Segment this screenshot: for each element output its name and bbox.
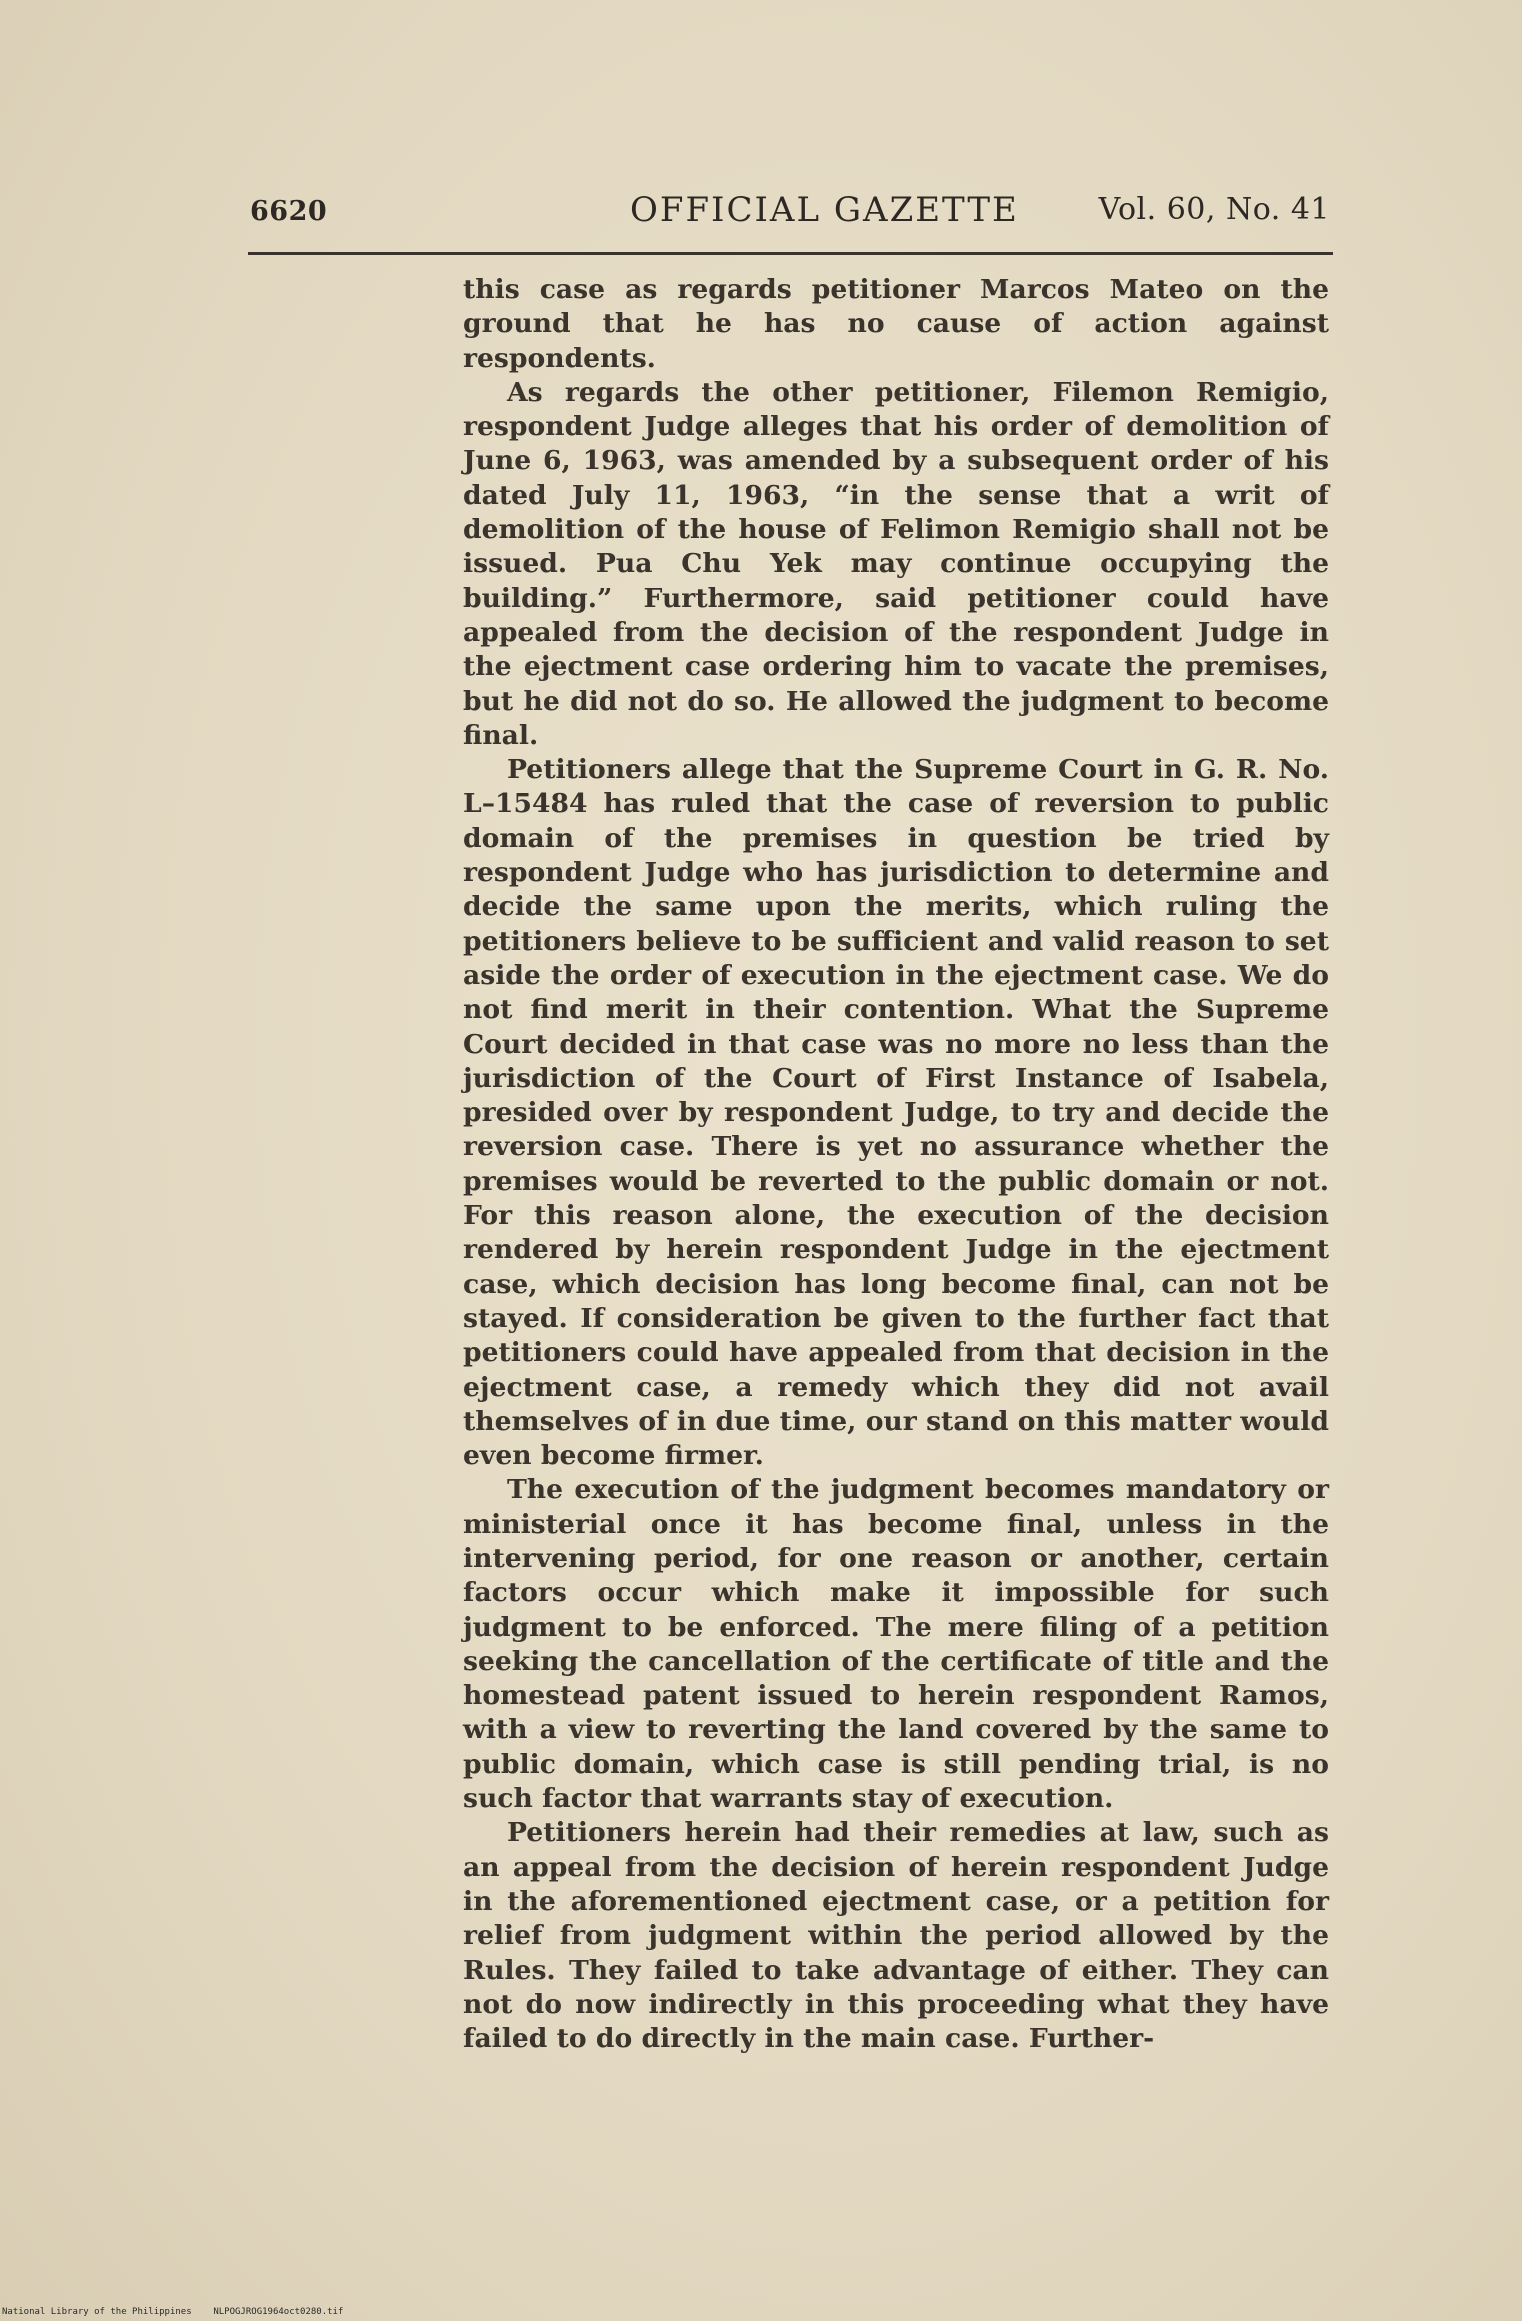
paragraph-4: The execution of the judgment becomes mandatory or ministerial once it has become final, unless in the intervening period, for one reason or another, certain factors occur which make it impossible for such judgment to be enforced. The mere filing of a petition seeking the cancellation of the certificate of title and the homestead patent issued to herein respondent Ramos, with a view to reverting the land covered by the same to public domain, which case is still pending trial, is no such factor that warrants stay of execution.: [463, 1474, 1329, 1815]
paragraph-1: this case as regards petitioner Marcos Mateo on the ground that he has no cause of action against respondents.: [463, 274, 1329, 374]
publication-title: OFFICIAL GAZETTE: [630, 190, 1019, 230]
footer-file: NLPOGJROG1964oct0280.tif: [213, 2307, 344, 2317]
header-rule: [248, 252, 1333, 255]
volume-issue: Vol. 60, No. 41: [1098, 192, 1330, 227]
page-number: 6620: [250, 196, 328, 227]
paragraph-3: Petitioners allege that the Supreme Court in G. R. No. L–15484 has ruled that the case of reversion to public domain of the premises in question be tried by respondent Judge who has jurisdiction to determine and decide the same upon the merits, which ruling the petitioners believe to be sufficient and valid reason to set aside the order of execution in the ejectment case. We do not find merit in their contention. What the Supreme Court decided in that case was no more no less than the jurisdiction of the Court of First Instance of Isabela, presided over by respondent Judge, to try and decide the reversion case. There is yet no assurance whether the premises would be reverted to the public domain or not. For this reason alone, the execution of the decision rendered by herein respondent Judge in the ejectment case, which decision has long become final, can not be stayed. If consideration be given to the further fact that petitioners could have appealed from that decision in the ejectment case, a remedy which they did not avail themselves of in due time, our stand on this matter would even become firmer.: [463, 754, 1329, 1472]
paragraph-5: Petitioners herein had their remedies at law, such as an appeal from the decision of herein respondent Judge in the aforementioned ejectment case, or a petition for relief from judgment within the period allowed by the Rules. They failed to take advantage of either. They can not do now indirectly in this proceeding what they have failed to do directly in the main case. Further-: [463, 1817, 1329, 2055]
footer-library: National Library of the Philippines: [2, 2307, 192, 2317]
page-header: [250, 190, 1330, 240]
scan-footer: [2, 2307, 343, 2317]
body-text: [463, 273, 1329, 2056]
paragraph-2: As regards the other petitioner, Filemon Remigio, respondent Judge alleges that his order of demolition of June 6, 1963, was amended by a subsequent order of his dated July 11, 1963, “in the sense that a writ of demolition of the house of Felimon Remigio shall not be issued. Pua Chu Yek may continue occupying the building.” Furthermore, said petitioner could have appealed from the decision of the respondent Judge in the ejectment case ordering him to vacate the premises, but he did not do so. He allowed the judgment to become final.: [463, 376, 1329, 751]
